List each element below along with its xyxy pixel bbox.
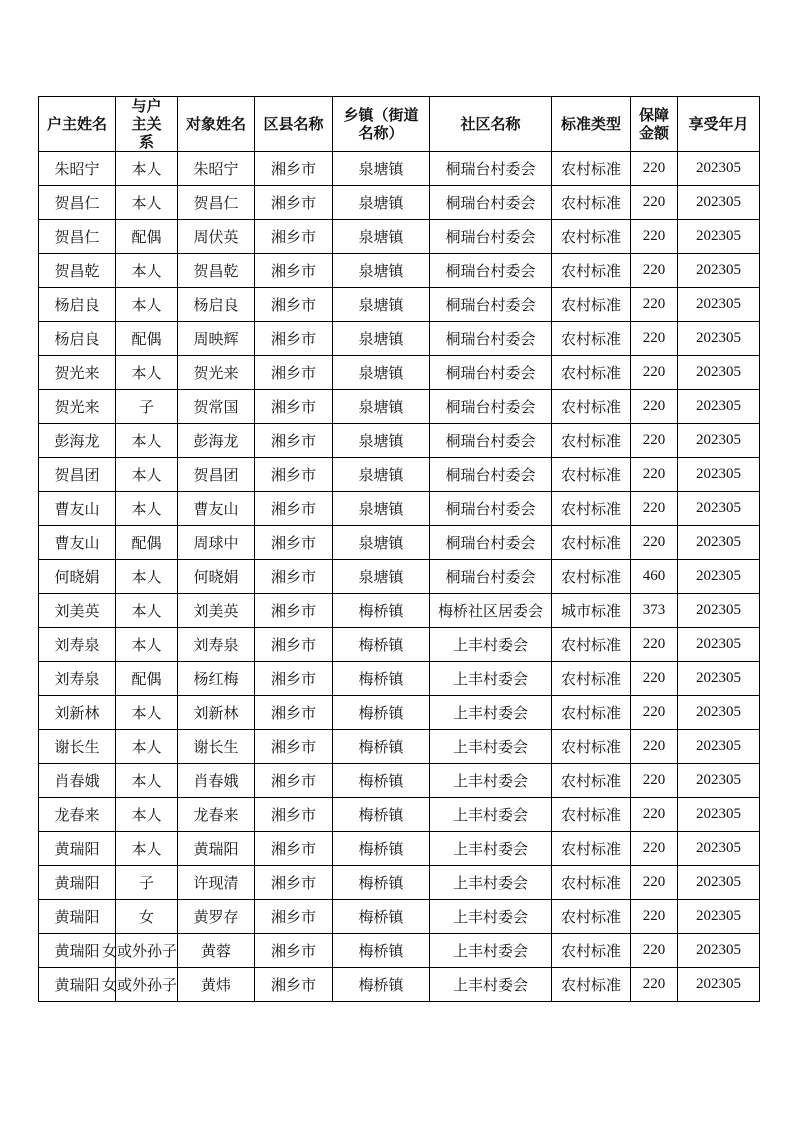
amount-cell: 220 [631,492,678,526]
relation-text: 本人 [131,568,162,586]
amount-cell: 220 [631,934,678,968]
amount-cell: 220 [631,628,678,662]
county-cell: 湘乡市 [255,152,333,186]
amount-cell: 220 [631,798,678,832]
relation-cell [116,322,178,356]
town-cell: 泉塘镇 [333,390,430,424]
county-cell: 湘乡市 [255,934,333,968]
relation-text: 配偶 [131,228,162,246]
amount-cell: 220 [631,866,678,900]
relation-cell [116,254,178,288]
county-cell: 湘乡市 [255,356,333,390]
town-cell: 泉塘镇 [333,424,430,458]
table-row [39,662,760,696]
town-cell: 泉塘镇 [333,560,430,594]
table-row [39,254,760,288]
relation-cell [116,900,178,934]
householder-cell: 贺昌仁 [39,186,116,220]
amount-cell: 220 [631,220,678,254]
county-cell: 湘乡市 [255,866,333,900]
relation-cell [116,764,178,798]
county-cell: 湘乡市 [255,662,333,696]
period-cell: 202305 [678,288,760,322]
relation-text: 女 [138,908,154,926]
relation-text: 配偶 [131,670,162,688]
relation-cell [116,458,178,492]
relation-cell [116,560,178,594]
standard-type-cell: 农村标准 [552,764,631,798]
amount-cell: 220 [631,186,678,220]
community-cell: 上丰村委会 [430,934,552,968]
subject-cell: 黄瑞阳 [178,832,255,866]
subject-cell: 龙春来 [178,798,255,832]
relation-cell [116,662,178,696]
period-cell: 202305 [678,254,760,288]
community-cell: 上丰村委会 [430,832,552,866]
community-cell: 桐瑞台村委会 [430,322,552,356]
community-cell: 上丰村委会 [430,798,552,832]
subject-cell: 贺昌仁 [178,186,255,220]
county-cell: 湘乡市 [255,186,333,220]
standard-type-cell: 农村标准 [552,356,631,390]
subject-cell: 贺昌团 [178,458,255,492]
subject-cell: 彭海龙 [178,424,255,458]
subject-cell: 黄炜 [178,968,255,1002]
amount-cell: 220 [631,390,678,424]
community-cell: 桐瑞台村委会 [430,186,552,220]
town-cell: 梅桥镇 [333,968,430,1002]
period-cell: 202305 [678,798,760,832]
period-cell: 202305 [678,628,760,662]
subject-cell: 周伏英 [178,220,255,254]
householder-cell: 彭海龙 [39,424,116,458]
subject-cell: 朱昭宁 [178,152,255,186]
table-row [39,628,760,662]
householder-cell: 刘寿泉 [39,628,116,662]
header-community: 社区名称 [430,97,552,152]
period-cell: 202305 [678,322,760,356]
householder-cell: 贺昌团 [39,458,116,492]
amount-cell: 220 [631,322,678,356]
amount-cell: 220 [631,288,678,322]
header-amount: 保障金额 [631,97,678,152]
householder-cell: 黄瑞阳 [39,934,116,968]
standard-type-cell: 农村标准 [552,186,631,220]
table-row [39,186,760,220]
community-cell: 上丰村委会 [430,764,552,798]
relation-text: 女或外孙子 [101,942,177,960]
amount-cell: 460 [631,560,678,594]
subject-cell: 周映辉 [178,322,255,356]
relation-cell [101,968,178,1002]
county-cell: 湘乡市 [255,628,333,662]
town-cell: 梅桥镇 [333,798,430,832]
relation-cell [116,628,178,662]
relation-cell [116,730,178,764]
relation-text: 本人 [131,806,162,824]
community-cell: 桐瑞台村委会 [430,288,552,322]
amount-cell: 220 [631,458,678,492]
period-cell: 202305 [678,458,760,492]
table-row [39,560,760,594]
relation-text: 子 [138,874,154,892]
table-row [39,764,760,798]
relation-cell [116,594,178,628]
period-cell: 202305 [678,560,760,594]
householder-cell: 贺光来 [39,356,116,390]
relation-cell [116,492,178,526]
town-cell: 梅桥镇 [333,594,430,628]
relation-cell [116,390,178,424]
amount-cell: 220 [631,696,678,730]
table-row [39,220,760,254]
amount-cell: 220 [631,526,678,560]
householder-cell: 朱昭宁 [39,152,116,186]
community-cell: 桐瑞台村委会 [430,492,552,526]
period-cell: 202305 [678,696,760,730]
town-cell: 梅桥镇 [333,866,430,900]
relation-text: 本人 [131,500,162,518]
subject-cell: 肖春娥 [178,764,255,798]
header-relation: 与户主关系 [116,97,178,152]
header-period: 享受年月 [678,97,760,152]
community-cell: 桐瑞台村委会 [430,458,552,492]
county-cell: 湘乡市 [255,764,333,798]
standard-type-cell: 农村标准 [552,152,631,186]
town-cell: 梅桥镇 [333,832,430,866]
period-cell: 202305 [678,220,760,254]
subject-cell: 黄罗存 [178,900,255,934]
county-cell: 湘乡市 [255,492,333,526]
county-cell: 湘乡市 [255,390,333,424]
table-row [39,458,760,492]
standard-type-cell: 农村标准 [552,424,631,458]
period-cell: 202305 [678,662,760,696]
county-cell: 湘乡市 [255,322,333,356]
table-row [39,390,760,424]
county-cell: 湘乡市 [255,594,333,628]
community-cell: 桐瑞台村委会 [430,560,552,594]
header-town: 乡镇（街道名称） [333,97,430,152]
standard-type-cell: 农村标准 [552,696,631,730]
relation-cell [116,424,178,458]
relation-text: 本人 [131,704,162,722]
householder-cell: 杨启良 [39,288,116,322]
town-cell: 泉塘镇 [333,220,430,254]
county-cell: 湘乡市 [255,730,333,764]
relation-text: 女或外孙子 [101,976,177,994]
householder-cell: 刘美英 [39,594,116,628]
header-row [39,97,760,152]
standard-type-cell: 农村标准 [552,934,631,968]
householder-cell: 刘新林 [39,696,116,730]
community-cell: 桐瑞台村委会 [430,390,552,424]
town-cell: 泉塘镇 [333,288,430,322]
town-cell: 梅桥镇 [333,696,430,730]
householder-cell: 曹友山 [39,492,116,526]
town-cell: 梅桥镇 [333,730,430,764]
relation-cell [116,526,178,560]
table-body [39,152,760,1002]
relation-cell [101,934,178,968]
community-cell: 桐瑞台村委会 [430,220,552,254]
amount-cell: 220 [631,152,678,186]
town-cell: 泉塘镇 [333,322,430,356]
town-cell: 泉塘镇 [333,458,430,492]
period-cell: 202305 [678,832,760,866]
amount-cell: 220 [631,764,678,798]
community-cell: 上丰村委会 [430,968,552,1002]
relation-cell [116,288,178,322]
town-cell: 梅桥镇 [333,764,430,798]
period-cell: 202305 [678,968,760,1002]
period-cell: 202305 [678,390,760,424]
subject-cell: 杨启良 [178,288,255,322]
table-row [39,492,760,526]
county-cell: 湘乡市 [255,458,333,492]
standard-type-cell: 农村标准 [552,526,631,560]
amount-cell: 220 [631,356,678,390]
relation-text: 本人 [131,194,162,212]
relation-text: 本人 [131,840,162,858]
town-cell: 泉塘镇 [333,152,430,186]
subject-cell: 贺光来 [178,356,255,390]
amount-cell: 220 [631,900,678,934]
relation-text: 本人 [131,262,162,280]
standard-type-cell: 农村标准 [552,254,631,288]
header-standard-type: 标准类型 [552,97,631,152]
period-cell: 202305 [678,730,760,764]
householder-cell: 曹友山 [39,526,116,560]
subject-cell: 刘新林 [178,696,255,730]
county-cell: 湘乡市 [255,254,333,288]
standard-type-cell: 农村标准 [552,730,631,764]
householder-cell: 贺光来 [39,390,116,424]
town-cell: 泉塘镇 [333,526,430,560]
relation-cell [116,866,178,900]
community-cell: 上丰村委会 [430,662,552,696]
period-cell: 202305 [678,424,760,458]
relation-text: 配偶 [131,534,162,552]
standard-type-cell: 农村标准 [552,220,631,254]
relation-text: 本人 [131,296,162,314]
relation-cell [116,220,178,254]
county-cell: 湘乡市 [255,900,333,934]
period-cell: 202305 [678,934,760,968]
town-cell: 梅桥镇 [333,628,430,662]
standard-type-cell: 农村标准 [552,458,631,492]
householder-cell: 谢长生 [39,730,116,764]
period-cell: 202305 [678,764,760,798]
period-cell: 202305 [678,866,760,900]
amount-cell: 220 [631,730,678,764]
county-cell: 湘乡市 [255,560,333,594]
standard-type-cell: 农村标准 [552,866,631,900]
table-row [39,696,760,730]
subject-cell: 贺昌乾 [178,254,255,288]
town-cell: 梅桥镇 [333,934,430,968]
householder-cell: 黄瑞阳 [39,968,116,1002]
subject-cell: 何晓娟 [178,560,255,594]
table-row [39,288,760,322]
county-cell: 湘乡市 [255,526,333,560]
period-cell: 202305 [678,356,760,390]
relation-text: 本人 [131,160,162,178]
county-cell: 湘乡市 [255,798,333,832]
householder-cell: 黄瑞阳 [39,832,116,866]
table-row [39,424,760,458]
householder-cell: 肖春娥 [39,764,116,798]
community-cell: 上丰村委会 [430,866,552,900]
county-cell: 湘乡市 [255,220,333,254]
table-row [39,730,760,764]
period-cell: 202305 [678,492,760,526]
relation-cell [116,152,178,186]
subject-cell: 周球中 [178,526,255,560]
standard-type-cell: 农村标准 [552,322,631,356]
relation-cell [116,832,178,866]
standard-type-cell: 农村标准 [552,900,631,934]
relation-text: 子 [138,398,154,416]
community-cell: 桐瑞台村委会 [430,356,552,390]
period-cell: 202305 [678,526,760,560]
standard-type-cell: 农村标准 [552,968,631,1002]
community-cell: 上丰村委会 [430,900,552,934]
county-cell: 湘乡市 [255,288,333,322]
town-cell: 泉塘镇 [333,492,430,526]
standard-type-cell: 农村标准 [552,628,631,662]
community-cell: 桐瑞台村委会 [430,526,552,560]
table-row [39,798,760,832]
town-cell: 泉塘镇 [333,356,430,390]
relation-text: 本人 [131,602,162,620]
householder-cell: 黄瑞阳 [39,866,116,900]
standard-type-cell: 农村标准 [552,288,631,322]
table-row [39,526,760,560]
community-cell: 桐瑞台村委会 [430,152,552,186]
community-cell: 梅桥社区居委会 [430,594,552,628]
period-cell: 202305 [678,900,760,934]
amount-cell: 373 [631,594,678,628]
table-row [39,356,760,390]
householder-cell: 杨启良 [39,322,116,356]
town-cell: 泉塘镇 [333,254,430,288]
subject-cell: 许现清 [178,866,255,900]
period-cell: 202305 [678,594,760,628]
county-cell: 湘乡市 [255,832,333,866]
standard-type-cell: 农村标准 [552,798,631,832]
relation-text: 本人 [131,636,162,654]
amount-cell: 220 [631,832,678,866]
amount-cell: 220 [631,968,678,1002]
householder-cell: 贺昌乾 [39,254,116,288]
community-cell: 上丰村委会 [430,696,552,730]
standard-type-cell: 农村标准 [552,390,631,424]
town-cell: 梅桥镇 [333,662,430,696]
householder-cell: 龙春来 [39,798,116,832]
householder-cell: 刘寿泉 [39,662,116,696]
subject-cell: 杨红梅 [178,662,255,696]
relation-text: 本人 [131,364,162,382]
subject-cell: 黄蓉 [178,934,255,968]
community-cell: 桐瑞台村委会 [430,254,552,288]
county-cell: 湘乡市 [255,696,333,730]
header-subject: 对象姓名 [178,97,255,152]
standard-type-cell: 农村标准 [552,560,631,594]
county-cell: 湘乡市 [255,968,333,1002]
standard-type-cell: 农村标准 [552,662,631,696]
county-cell: 湘乡市 [255,424,333,458]
relation-cell [116,186,178,220]
table-row [39,900,760,934]
assistance-recipients-table [38,96,760,1002]
householder-cell: 何晓娟 [39,560,116,594]
subject-cell: 曹友山 [178,492,255,526]
relation-text: 本人 [131,432,162,450]
community-cell: 上丰村委会 [430,628,552,662]
town-cell: 泉塘镇 [333,186,430,220]
period-cell: 202305 [678,186,760,220]
subject-cell: 刘寿泉 [178,628,255,662]
table-row [39,968,760,1002]
subject-cell: 谢长生 [178,730,255,764]
amount-cell: 220 [631,254,678,288]
amount-cell: 220 [631,424,678,458]
table-row [39,152,760,186]
relation-text: 本人 [131,772,162,790]
subject-cell: 贺常国 [178,390,255,424]
subject-cell: 刘美英 [178,594,255,628]
relation-text: 配偶 [131,330,162,348]
relation-cell [116,696,178,730]
standard-type-cell: 农村标准 [552,492,631,526]
town-cell: 梅桥镇 [333,900,430,934]
period-cell: 202305 [678,152,760,186]
community-cell: 上丰村委会 [430,730,552,764]
header-county: 区县名称 [255,97,333,152]
relation-cell [116,798,178,832]
table-row [39,594,760,628]
table-row [39,934,760,968]
community-cell: 桐瑞台村委会 [430,424,552,458]
householder-cell: 贺昌仁 [39,220,116,254]
header-householder: 户主姓名 [39,97,116,152]
standard-type-cell: 农村标准 [552,832,631,866]
table-row [39,832,760,866]
table-row [39,866,760,900]
amount-cell: 220 [631,662,678,696]
relation-cell [116,356,178,390]
householder-cell: 黄瑞阳 [39,900,116,934]
table-row [39,322,760,356]
standard-type-cell: 城市标准 [552,594,631,628]
relation-text: 本人 [131,466,162,484]
relation-text: 本人 [131,738,162,756]
